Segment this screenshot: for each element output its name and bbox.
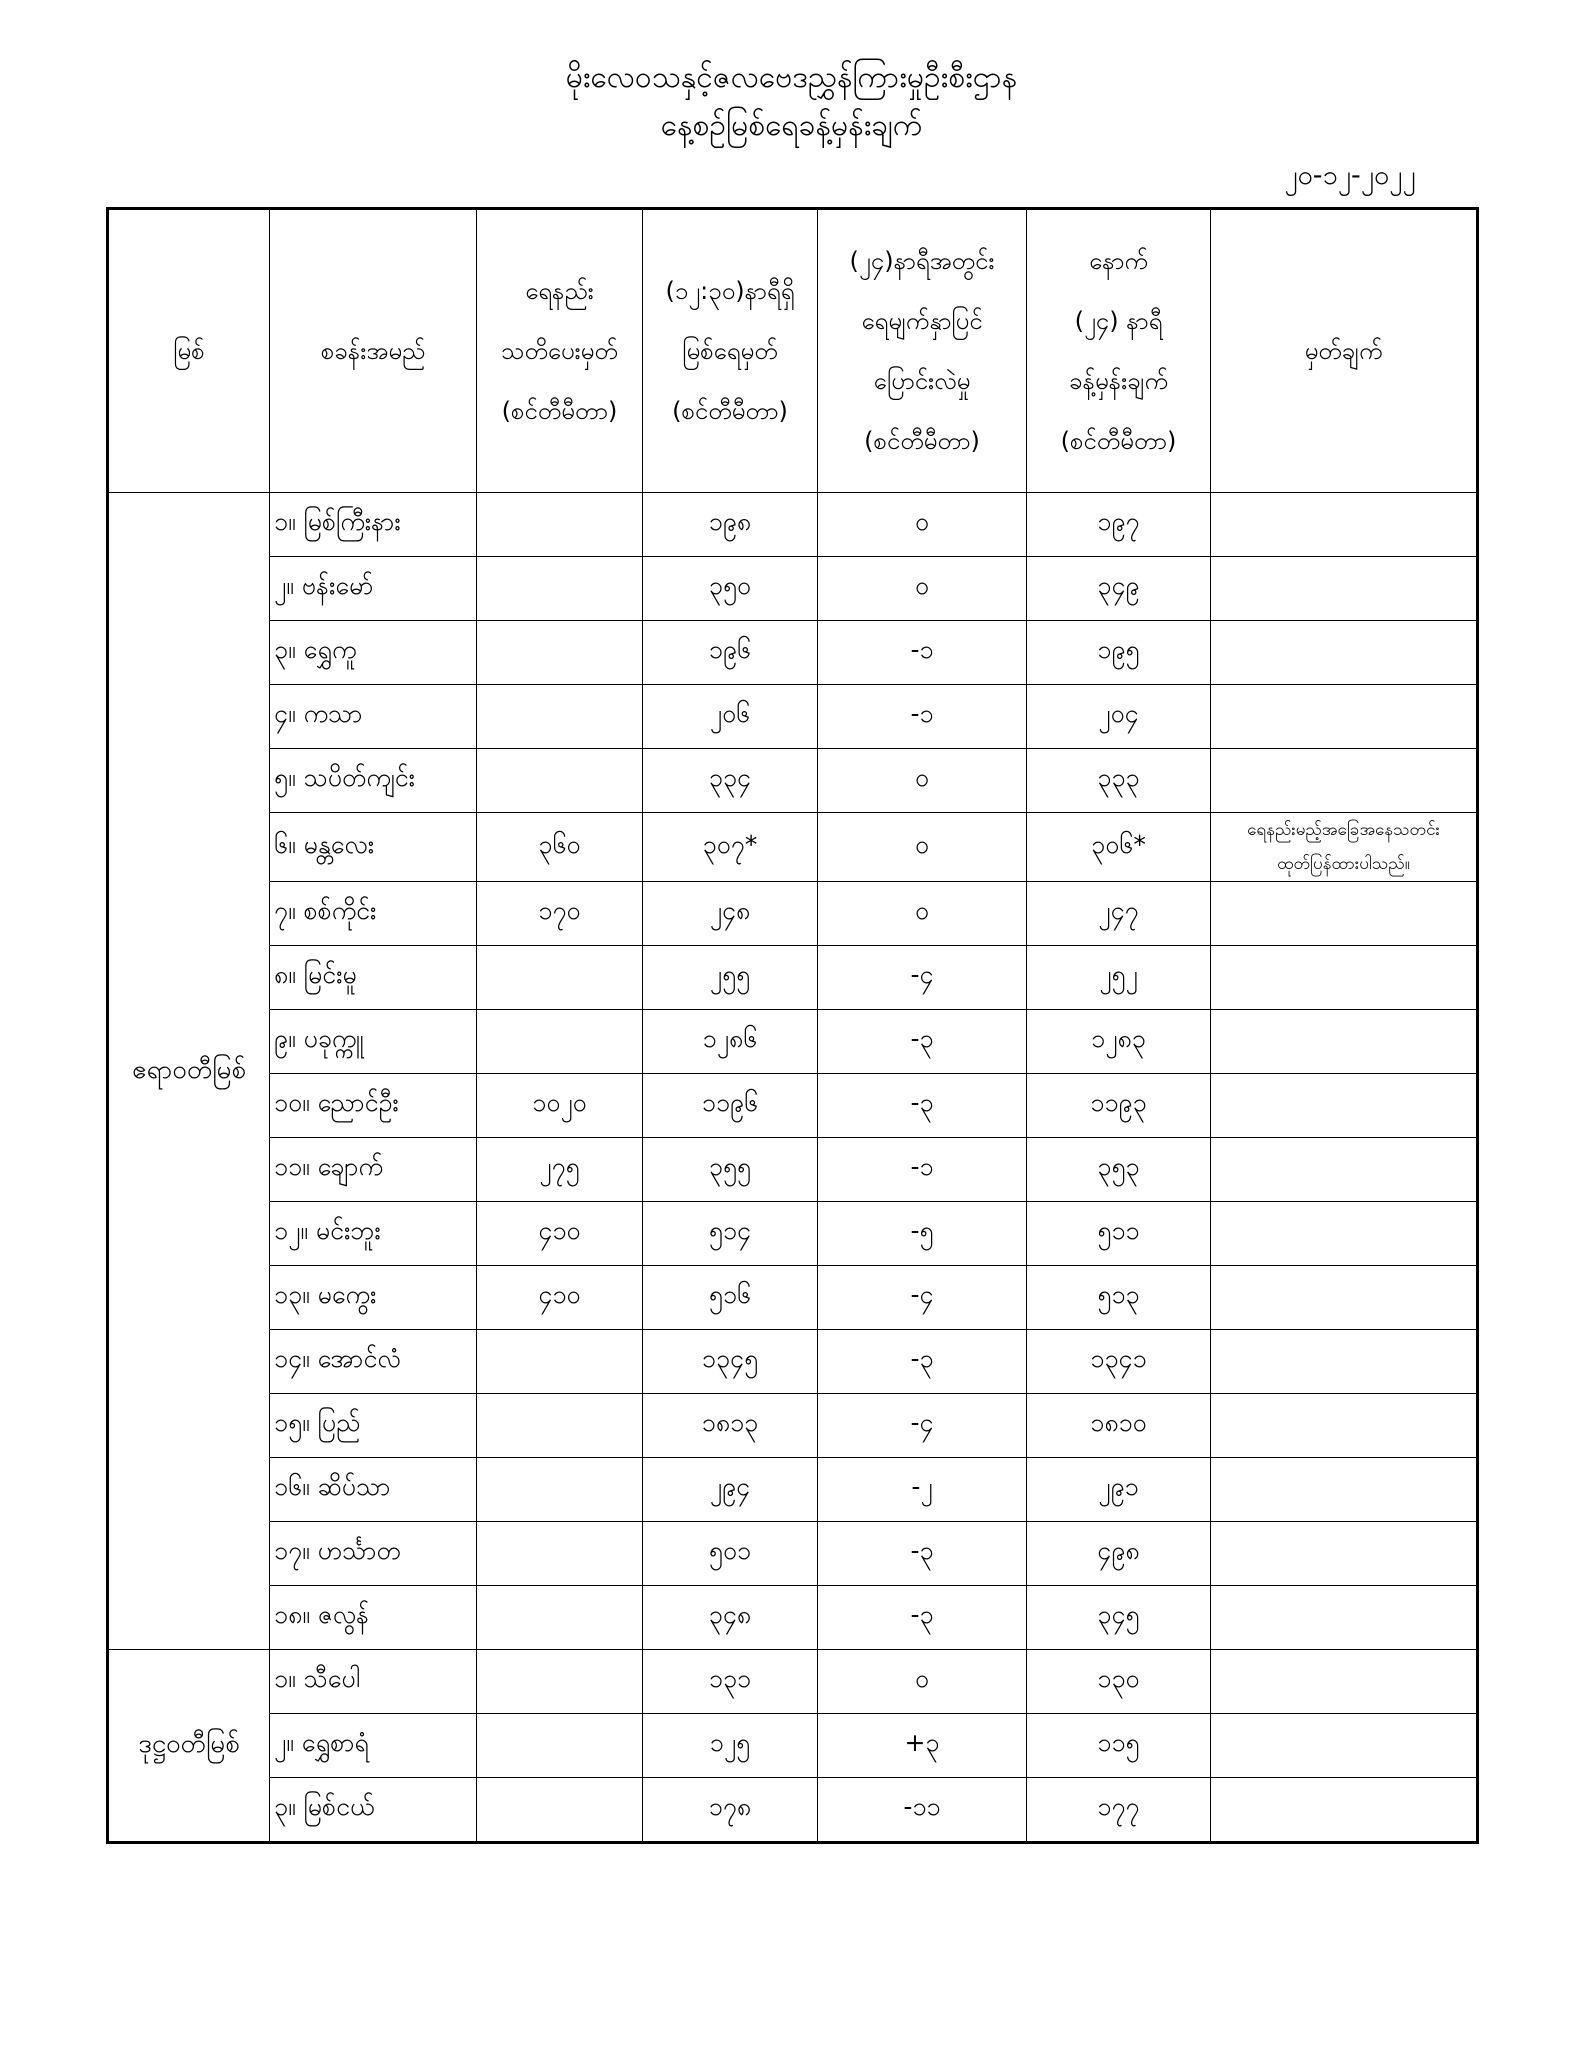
remark-cell <box>1211 1010 1478 1074</box>
table-row <box>108 493 1478 557</box>
level-change-cell: -၃ <box>818 1074 1027 1138</box>
col-header-change <box>818 209 1027 493</box>
remark-cell <box>1211 1714 1478 1778</box>
table-row <box>108 1202 1478 1266</box>
table-row <box>108 1586 1478 1650</box>
table-header-row <box>108 209 1478 493</box>
water-level-cell: ၃၄၈ <box>643 1586 818 1650</box>
forecast-cell: ၂၄၇ <box>1027 882 1211 946</box>
station-name: ၁။ သီပေါ <box>270 1650 477 1714</box>
remark-cell <box>1211 1138 1478 1202</box>
table-row <box>108 1778 1478 1843</box>
low-water-warning-cell <box>477 1714 643 1778</box>
forecast-cell: ၃၅၃ <box>1027 1138 1211 1202</box>
table-row <box>108 1138 1478 1202</box>
water-level-cell: ၃၃၄ <box>643 749 818 813</box>
level-change-cell: ၀ <box>818 813 1027 882</box>
forecast-cell: ၁၁၉၃ <box>1027 1074 1211 1138</box>
level-change-cell: -၅ <box>818 1202 1027 1266</box>
forecast-cell: ၁၁၅ <box>1027 1714 1211 1778</box>
station-name: ၉။ ပခုက္ကူ <box>270 1010 477 1074</box>
level-change-cell: -၄ <box>818 1266 1027 1330</box>
low-water-warning-cell: ၄၁၀ <box>477 1202 643 1266</box>
remark-cell <box>1211 1650 1478 1714</box>
table-row <box>108 813 1478 882</box>
station-name: ၁၈။ ဇလွန် <box>270 1586 477 1650</box>
remark-cell <box>1211 1266 1478 1330</box>
station-name: ၁၁။ ချောက် <box>270 1138 477 1202</box>
remark-cell <box>1211 1586 1478 1650</box>
level-change-cell: -၁ <box>818 621 1027 685</box>
header-line: မြစ်ရေမှတ် <box>682 337 778 365</box>
level-change-cell: -၃ <box>818 1330 1027 1394</box>
col-header-low-warning <box>477 209 643 493</box>
water-level-cell: ၃၅၅ <box>643 1138 818 1202</box>
col-header-forecast <box>1027 209 1211 493</box>
level-change-cell: ၀ <box>818 749 1027 813</box>
river-name: ဒုဋ္ဌဝတီမြစ် <box>108 1650 270 1843</box>
header-line: ရေမျက်နှာပြင် <box>861 307 983 335</box>
header-line: သတိပေးမှတ် <box>501 337 618 365</box>
low-water-warning-cell <box>477 1650 643 1714</box>
remark-line: ထုတ်ပြန်ထားပါသည်။ <box>1277 854 1410 874</box>
header-line: စခန်းအမည် <box>320 337 426 365</box>
water-level-cell: ၃၅၀ <box>643 557 818 621</box>
water-level-cell: ၁၃၄၅ <box>643 1330 818 1394</box>
table-row <box>108 1714 1478 1778</box>
header-line: (၂၄)နာရီအတွင်း <box>849 247 995 275</box>
low-water-warning-cell <box>477 1586 643 1650</box>
station-name: ၄။ ကသာ <box>270 685 477 749</box>
water-level-cell: ၂၄၈ <box>643 882 818 946</box>
col-header-current-level <box>643 209 818 493</box>
water-level-cell: ၂၀၆ <box>643 685 818 749</box>
remark-cell <box>1211 1522 1478 1586</box>
level-change-cell: -၂ <box>818 1458 1027 1522</box>
level-change-cell: -၃ <box>818 1586 1027 1650</box>
low-water-warning-cell <box>477 1330 643 1394</box>
table-row <box>108 685 1478 749</box>
low-water-warning-cell <box>477 1778 643 1843</box>
header-line: (စင်တီမီတာ) <box>672 397 788 425</box>
station-name: ၁၇။ ဟင်္သာတ <box>270 1522 477 1586</box>
station-name: ၁၄။ အောင်လံ <box>270 1330 477 1394</box>
col-header-river <box>108 209 270 493</box>
low-water-warning-cell: ၄၁၀ <box>477 1266 643 1330</box>
table-row <box>108 621 1478 685</box>
level-change-cell: -၃ <box>818 1010 1027 1074</box>
low-water-warning-cell <box>477 685 643 749</box>
river-name: ဧရာဝတီမြစ် <box>108 493 270 1650</box>
water-level-cell: ၁၁၉၆ <box>643 1074 818 1138</box>
station-name: ၆။ မန္တလေး <box>270 813 477 882</box>
low-water-warning-cell <box>477 621 643 685</box>
table-row <box>108 1010 1478 1074</box>
forecast-cell: ၂၀၄ <box>1027 685 1211 749</box>
low-water-warning-cell: ၁၀၂၀ <box>477 1074 643 1138</box>
remark-cell <box>1211 685 1478 749</box>
header-line: ခန့်မှန်းချက် <box>1069 367 1168 395</box>
low-water-warning-cell <box>477 1010 643 1074</box>
forecast-cell: ၃၀၆* <box>1027 813 1211 882</box>
remark-cell <box>1211 557 1478 621</box>
level-change-cell: -၃ <box>818 1522 1027 1586</box>
forecast-cell: ၂၅၂ <box>1027 946 1211 1010</box>
document-subtitle: နေ့စဉ်မြစ်ရေခန့်မှန်းချက် <box>660 108 923 143</box>
table-row <box>108 749 1478 813</box>
level-change-cell: -၁ <box>818 685 1027 749</box>
level-change-cell: +၃ <box>818 1714 1027 1778</box>
level-change-cell: -၄ <box>818 946 1027 1010</box>
remark-cell <box>1211 621 1478 685</box>
water-level-cell: ၅၁၆ <box>643 1266 818 1330</box>
remark-cell <box>1211 1778 1478 1843</box>
table-row <box>108 1330 1478 1394</box>
level-change-cell: -၁၁ <box>818 1778 1027 1843</box>
header-line: မြစ် <box>173 337 205 365</box>
level-change-cell: ၀ <box>818 1650 1027 1714</box>
low-water-warning-cell <box>477 946 643 1010</box>
header-line: ပြောင်းလဲမှု <box>873 367 971 395</box>
station-name: ၃။ မြစ်ငယ် <box>270 1778 477 1843</box>
remark-cell <box>1211 1202 1478 1266</box>
remark-cell <box>1211 813 1478 882</box>
station-name: ၂။ ဗန်းမော် <box>270 557 477 621</box>
water-level-cell: ၁၂၈၆ <box>643 1010 818 1074</box>
water-level-cell: ၁၈၁၃ <box>643 1394 818 1458</box>
station-name: ၁၃။ မကွေး <box>270 1266 477 1330</box>
level-change-cell: -၄ <box>818 1394 1027 1458</box>
water-level-cell: ၁၇၈ <box>643 1778 818 1843</box>
station-name: ၁၅။ ပြည် <box>270 1394 477 1458</box>
forecast-cell: ၁၉၅ <box>1027 621 1211 685</box>
remark-cell <box>1211 946 1478 1010</box>
header-line: (၁၂:၃၀)နာရီရှိ <box>665 277 795 305</box>
forecast-cell: ၃၃၃ <box>1027 749 1211 813</box>
water-level-cell: ၁၂၅ <box>643 1714 818 1778</box>
station-name: ၂။ ရွှေစာရံ <box>270 1714 477 1778</box>
water-level-cell: ၅၁၄ <box>643 1202 818 1266</box>
level-change-cell: ၀ <box>818 882 1027 946</box>
forecast-cell: ၄၉၈ <box>1027 1522 1211 1586</box>
remark-line: ရေနည်းမည့်အခြေအနေသတင်း <box>1247 820 1440 840</box>
water-level-cell: ၁၉၈ <box>643 493 818 557</box>
forecast-cell: ၃၄၉ <box>1027 557 1211 621</box>
forecast-cell: ၅၁၁ <box>1027 1202 1211 1266</box>
table-row <box>108 557 1478 621</box>
table-body <box>108 493 1478 1843</box>
remark-cell <box>1211 1394 1478 1458</box>
remark-cell <box>1211 1330 1478 1394</box>
header-line: (စင်တီမီတာ) <box>864 427 980 455</box>
station-name: ၈။ မြင်းမူ <box>270 946 477 1010</box>
remark-cell <box>1211 1074 1478 1138</box>
table-row <box>108 1522 1478 1586</box>
water-level-cell: ၁၃၁ <box>643 1650 818 1714</box>
water-level-cell: ၅၀၁ <box>643 1522 818 1586</box>
table-row <box>108 1394 1478 1458</box>
low-water-warning-cell: ၂၇၅ <box>477 1138 643 1202</box>
remark-cell <box>1211 1458 1478 1522</box>
table-row <box>108 882 1478 946</box>
forecast-cell: ၁၃၀ <box>1027 1650 1211 1714</box>
forecast-cell: ၁၃၄၁ <box>1027 1330 1211 1394</box>
station-name: ၇။ စစ်ကိုင်း <box>270 882 477 946</box>
station-name: ၁၂။ မင်းဘူး <box>270 1202 477 1266</box>
level-change-cell: ၀ <box>818 557 1027 621</box>
low-water-warning-cell <box>477 1522 643 1586</box>
remark-cell <box>1211 493 1478 557</box>
low-water-warning-cell <box>477 1458 643 1522</box>
water-level-cell: ၂၉၄ <box>643 1458 818 1522</box>
header-line: မှတ်ချက် <box>1304 337 1383 365</box>
table-row <box>108 1458 1478 1522</box>
level-change-cell: ၀ <box>818 493 1027 557</box>
level-change-cell: -၁ <box>818 1138 1027 1202</box>
remark-cell <box>1211 749 1478 813</box>
table-row <box>108 1650 1478 1714</box>
forecast-cell: ၃၄၅ <box>1027 1586 1211 1650</box>
col-header-station <box>270 209 477 493</box>
station-name: ၃။ ရွှေကူ <box>270 621 477 685</box>
water-level-cell: ၂၅၅ <box>643 946 818 1010</box>
header-line: (စင်တီမီတာ) <box>1060 427 1177 455</box>
low-water-warning-cell <box>477 749 643 813</box>
river-forecast-table <box>106 207 1479 1844</box>
low-water-warning-cell: ၁၇၀ <box>477 882 643 946</box>
station-name: ၁။ မြစ်ကြီးနား <box>270 493 477 557</box>
station-name: ၅။ သပိတ်ကျင်း <box>270 749 477 813</box>
document-title: မိုးလေဝသနှင့်ဇလဗေဒညွှန်ကြားမှုဦးစီးဌာန <box>565 60 1018 95</box>
header-line: (စင်တီမီတာ) <box>501 397 618 425</box>
table-row <box>108 1266 1478 1330</box>
station-name: ၁၆။ ဆိပ်သာ <box>270 1458 477 1522</box>
low-water-warning-cell <box>477 493 643 557</box>
header-line: နောက် <box>1089 247 1148 275</box>
water-level-cell: ၁၉၆ <box>643 621 818 685</box>
forecast-cell: ၅၁၃ <box>1027 1266 1211 1330</box>
table-row <box>108 946 1478 1010</box>
station-name: ၁၀။ ညောင်ဦး <box>270 1074 477 1138</box>
forecast-cell: ၂၉၁ <box>1027 1458 1211 1522</box>
water-level-cell: ၃၀၇* <box>643 813 818 882</box>
forecast-cell: ၁၂၈၃ <box>1027 1010 1211 1074</box>
table-row <box>108 1074 1478 1138</box>
forecast-cell: ၁၇၇ <box>1027 1778 1211 1843</box>
report-date: ၂၀-၁၂-၂၀၂၂ <box>1284 160 1416 191</box>
low-water-warning-cell <box>477 1394 643 1458</box>
forecast-cell: ၁၉၇ <box>1027 493 1211 557</box>
forecast-cell: ၁၈၁၀ <box>1027 1394 1211 1458</box>
low-water-warning-cell <box>477 557 643 621</box>
remark-cell <box>1211 882 1478 946</box>
low-water-warning-cell: ၃၆၀ <box>477 813 643 882</box>
col-header-remarks <box>1211 209 1478 493</box>
header-line: (၂၄) နာရီ <box>1074 307 1163 335</box>
header-line: ရေနည်း <box>525 277 594 305</box>
